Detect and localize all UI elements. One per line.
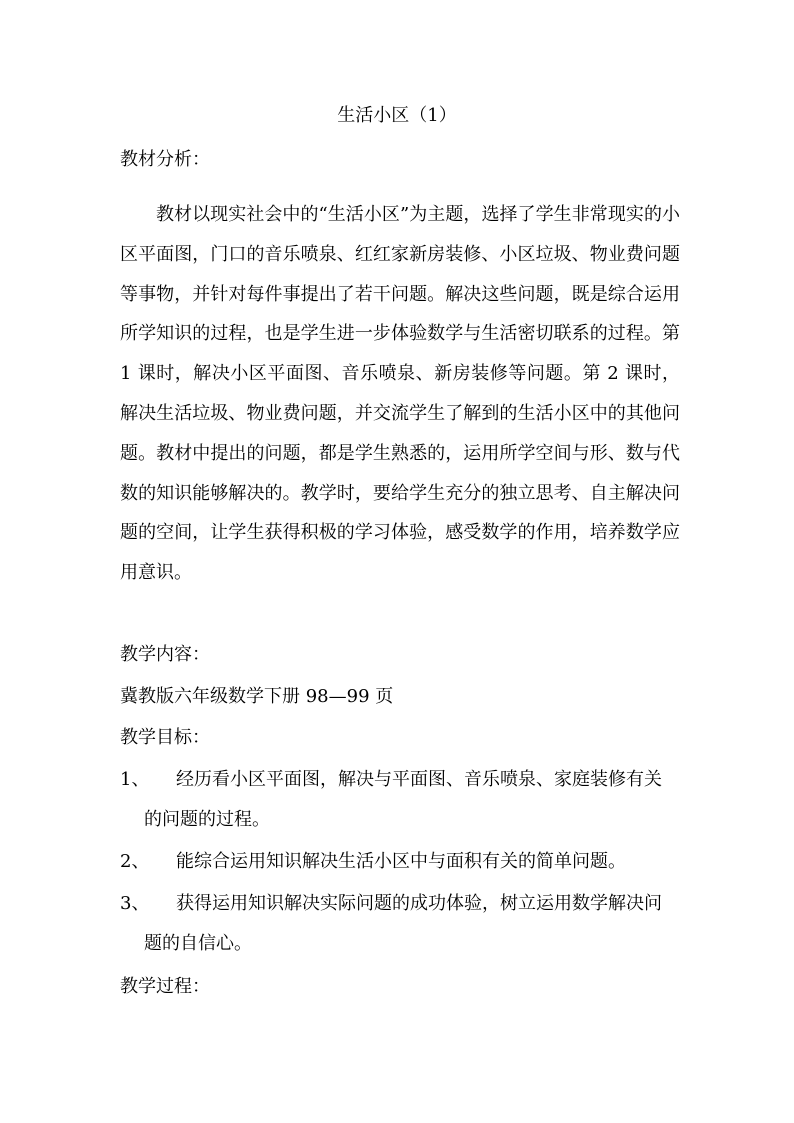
goal-text-line1: 经历看小区平面图，解决与平面图、音乐喷泉、家庭装修有关 — [176, 769, 662, 790]
process-heading: 教学过程： — [120, 976, 210, 997]
goal-number: 2、 — [120, 851, 150, 872]
goal-text-line2: 的问题的过程。 — [144, 809, 270, 830]
content-text: 冀教版六年级数学下册 98—99 页 — [120, 686, 394, 707]
analysis-heading: 教材分析： — [120, 149, 210, 170]
goal-text-line1: 获得运用知识解决实际问题的成功体验，树立运用数学解决问 — [176, 893, 662, 914]
goal-number: 3、 — [120, 893, 150, 914]
page-title: 生活小区（1） — [337, 105, 457, 126]
goal-text-line2: 题的自信心。 — [144, 933, 252, 954]
analysis-paragraph: 教材以现实社会中的“生活小区”为主题，选择了学生非常现实的小区平面图，门口的音乐喷泉、红红家新房装修、小区垃圾、物业费问题等事物，并针对每件事提出了若干问题。解决这些问题，既是综合运用所学知识的过程，也是学生进一步体验数学与生活密切联系的过程。第 1 课时，解决小区平面图、音乐喷泉、新房装修等问题。第 2 课时，解决生活垃圾、物业费问题，并交流学生了解到的生活小区中的其他问题。教材中提出的问题，都是学生熟悉的，运用所学空间与形、数与代数的知识能够解决的。教学时，要给学生充分的独立思考、自主解决问题的空间，让学生获得积极的学习体验，感受数学的作用，培养数学应用意识。 — [120, 204, 680, 584]
content-heading: 教学内容： — [120, 644, 210, 665]
goal-text-line1: 能综合运用知识解决生活小区中与面积有关的简单问题。 — [176, 851, 626, 872]
goals-heading: 教学目标： — [120, 727, 210, 748]
goal-number: 1、 — [120, 769, 150, 790]
